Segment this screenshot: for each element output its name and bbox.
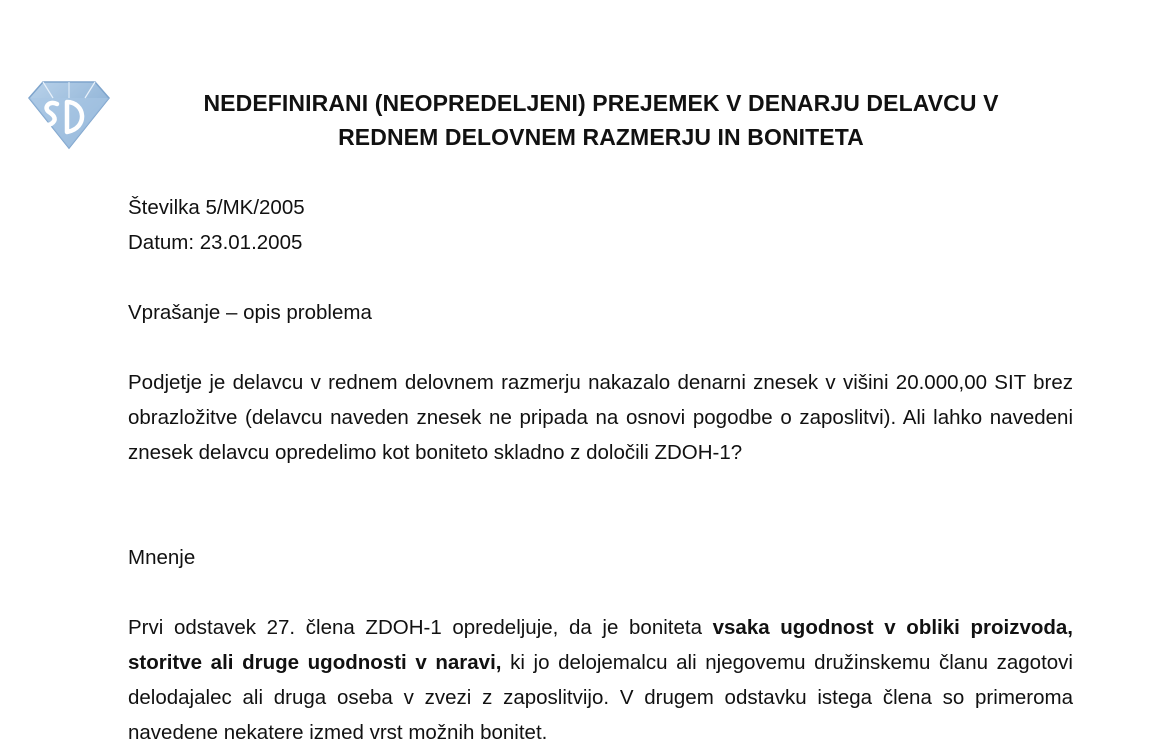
opinion-text-part-1: Prvi odstavek 27. člena ZDOH-1 opredeljuje, da je boniteta: [128, 616, 713, 639]
title-line-1: NEDEFINIRANI (NEOPREDELJENI) PREJEMEK V DENARJU DELAVCU V: [203, 90, 999, 116]
opinion-paragraph: [128, 610, 1073, 750]
question-paragraph: Podjetje je delavcu v rednem delovnem razmerju nakazalo denarni znesek v višini 20.000,00 SIT brez obrazložitve (delavcu naveden znesek ne pripada na osnovi pogodbe o zaposlitvi). Ali lahko navedeni znesek delavcu opredelimo kot boniteto skladno z določili ZDOH-1?: [128, 371, 1073, 464]
document-title: [118, 86, 1084, 154]
opinion-heading: Mnenje: [128, 546, 196, 569]
question-heading: Vprašanje – opis problema: [128, 301, 372, 324]
company-logo: [27, 78, 111, 150]
document-date: Datum: 23.01.2005: [128, 231, 303, 254]
document-meta: [128, 190, 305, 260]
title-line-2: REDNEM DELOVNEM RAZMERJU IN BONITETA: [338, 124, 864, 150]
document-number: Številka 5/MK/2005: [128, 196, 305, 219]
opinion-bold-text: vsaka ugodnost v obliki proizvoda, storitve ali druge ugodnosti v naravi,: [128, 616, 1073, 674]
logo-text: SD: [27, 78, 29, 79]
opinion-text-part-2: ki jo delojemalcu ali njegovemu družinskemu članu zagotovi delodajalec ali druga oseba v zvezi z zaposlitvijo. V drugem odstavku istega člena so primeroma navedene nekatere izmed vrst možnih bonitet.: [128, 651, 1073, 744]
diamond-logo-icon: [27, 78, 111, 150]
